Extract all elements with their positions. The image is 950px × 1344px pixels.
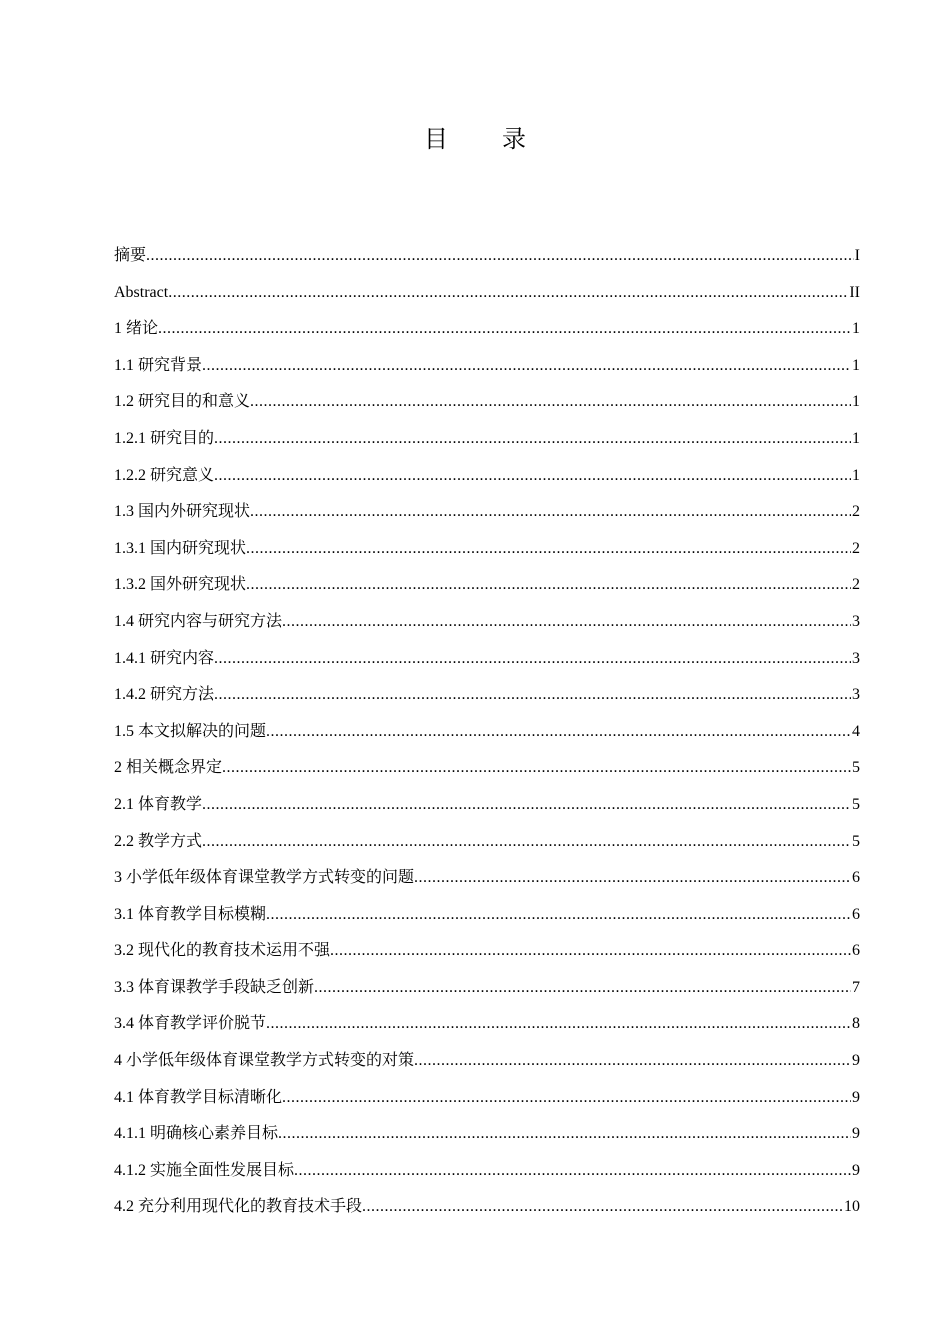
- toc-entry-label: 1.4 研究内容与研究方法: [114, 612, 283, 630]
- toc-entry-page-number: 6: [852, 905, 860, 923]
- toc-dot-leader: [214, 641, 851, 678]
- toc-entry-label: Abstract: [114, 283, 169, 301]
- toc-entry-page-number: 7: [852, 978, 860, 996]
- toc-entry-page-number: 1: [852, 393, 860, 411]
- toc-entry-label: 1.2.2 研究意义: [114, 466, 215, 484]
- toc-entry-label: 1.1 研究背景: [114, 356, 203, 374]
- toc-entry-label: 2.1 体育教学: [114, 795, 203, 813]
- toc-dot-leader: [414, 1043, 851, 1080]
- toc-entry-page-number: 2: [852, 503, 860, 521]
- toc-entry-page-number: II: [849, 283, 860, 301]
- toc-entry[interactable]: [114, 1043, 860, 1080]
- toc-entry-page-number: 5: [852, 795, 860, 813]
- toc-entry-page-number: 2: [852, 576, 860, 594]
- table-of-contents: [114, 238, 860, 1226]
- toc-entry[interactable]: [114, 348, 860, 385]
- toc-dot-leader: [214, 458, 851, 495]
- toc-entry-label: 3.2 现代化的教育技术运用不强: [114, 942, 331, 960]
- toc-dot-leader: [202, 787, 851, 824]
- toc-entry-label: 4 小学低年级体育课堂教学方式转变的对策: [114, 1052, 415, 1070]
- toc-entry-label: 4.1.2 实施全面性发展目标: [114, 1161, 295, 1179]
- toc-entry-label: 3.4 体育教学评价脱节: [114, 1015, 267, 1033]
- toc-entry-label: 4.1 体育教学目标清晰化: [114, 1088, 283, 1106]
- toc-entry[interactable]: [114, 677, 860, 714]
- toc-dot-leader: [202, 348, 851, 385]
- toc-dot-leader: [158, 311, 851, 348]
- toc-entry[interactable]: [114, 238, 860, 275]
- toc-entry-page-number: 1: [852, 429, 860, 447]
- toc-dot-leader: [282, 1080, 851, 1117]
- toc-dot-leader: [314, 970, 851, 1007]
- toc-entry-label: 1.4.1 研究内容: [114, 649, 215, 667]
- toc-dot-leader: [330, 933, 851, 970]
- toc-entry-label: 1.2 研究目的和意义: [114, 393, 251, 411]
- toc-entry[interactable]: [114, 531, 860, 568]
- toc-entry[interactable]: [114, 824, 860, 861]
- toc-dot-leader: [278, 1116, 851, 1153]
- toc-entry[interactable]: [114, 1116, 860, 1153]
- toc-entry-page-number: 5: [852, 832, 860, 850]
- page-title: 目 录: [424, 127, 550, 153]
- toc-entry[interactable]: [114, 897, 860, 934]
- toc-entry-page-number: 2: [852, 539, 860, 557]
- toc-entry-page-number: 3: [852, 686, 860, 704]
- toc-entry-label: 摘要: [114, 247, 147, 264]
- toc-dot-leader: [294, 1153, 851, 1190]
- toc-entry-page-number: 3: [852, 612, 860, 630]
- toc-entry-label: 4.1.1 明确核心素养目标: [114, 1125, 279, 1143]
- toc-entry-label: 1 绪论: [114, 320, 159, 338]
- toc-entry-label: 1.5 本文拟解决的问题: [114, 722, 267, 740]
- toc-entry[interactable]: [114, 860, 860, 897]
- toc-entry-page-number: 1: [852, 356, 860, 374]
- toc-dot-leader: [266, 714, 851, 751]
- toc-entry-label: 1.4.2 研究方法: [114, 686, 215, 704]
- toc-entry-page-number: 8: [852, 1015, 860, 1033]
- toc-entry[interactable]: [114, 1080, 860, 1117]
- toc-entry-page-number: 5: [852, 759, 860, 777]
- toc-dot-leader: [266, 1006, 851, 1043]
- toc-entry-label: 1.3 国内外研究现状: [114, 503, 251, 521]
- toc-entry-page-number: 9: [852, 1088, 860, 1106]
- toc-entry[interactable]: [114, 421, 860, 458]
- toc-entry-page-number: 9: [852, 1052, 860, 1070]
- toc-entry-page-number: 3: [852, 649, 860, 667]
- toc-dot-leader: [282, 604, 851, 641]
- toc-dot-leader: [146, 238, 854, 275]
- toc-entry-page-number: 4: [852, 722, 860, 740]
- toc-entry-page-number: I: [854, 247, 860, 264]
- toc-dot-leader: [362, 1189, 843, 1226]
- toc-dot-leader: [250, 384, 851, 421]
- toc-entry[interactable]: [114, 275, 860, 312]
- toc-entry-label: 4.2 充分利用现代化的教育技术手段: [114, 1198, 363, 1216]
- toc-entry-page-number: 9: [852, 1161, 860, 1179]
- toc-entry[interactable]: [114, 1189, 860, 1226]
- toc-dot-leader: [214, 421, 851, 458]
- toc-entry-label: 3.1 体育教学目标模糊: [114, 905, 267, 923]
- toc-dot-leader: [246, 567, 851, 604]
- toc-dot-leader: [202, 824, 851, 861]
- toc-entry[interactable]: [114, 750, 860, 787]
- toc-entry[interactable]: [114, 1006, 860, 1043]
- toc-dot-leader: [168, 275, 848, 312]
- toc-entry-label: 1.2.1 研究目的: [114, 429, 215, 447]
- toc-entry[interactable]: [114, 311, 860, 348]
- toc-entry-page-number: 1: [852, 320, 860, 338]
- toc-entry-page-number: 1: [852, 466, 860, 484]
- toc-entry-page-number: 10: [844, 1198, 860, 1216]
- toc-entry-page-number: 6: [852, 942, 860, 960]
- toc-entry-page-number: 6: [852, 869, 860, 887]
- toc-dot-leader: [250, 494, 851, 531]
- toc-entry-label: 2 相关概念界定: [114, 759, 223, 777]
- toc-dot-leader: [266, 897, 851, 934]
- toc-entry[interactable]: [114, 1153, 860, 1190]
- toc-entry-label: 3.3 体育课教学手段缺乏创新: [114, 978, 315, 996]
- toc-entry-label: 3 小学低年级体育课堂教学方式转变的问题: [114, 869, 415, 887]
- toc-entry[interactable]: [114, 933, 860, 970]
- toc-entry-label: 1.3.2 国外研究现状: [114, 576, 247, 594]
- toc-entry-label: 1.3.1 国内研究现状: [114, 539, 247, 557]
- toc-entry[interactable]: [114, 641, 860, 678]
- toc-entry[interactable]: [114, 494, 860, 531]
- toc-entry[interactable]: [114, 567, 860, 604]
- toc-dot-leader: [246, 531, 851, 568]
- toc-dot-leader: [222, 750, 851, 787]
- toc-entry[interactable]: [114, 604, 860, 641]
- toc-entry-label: 2.2 教学方式: [114, 832, 203, 850]
- toc-entry-page-number: 9: [852, 1125, 860, 1143]
- toc-entry[interactable]: [114, 458, 860, 495]
- toc-entry[interactable]: [114, 714, 860, 751]
- toc-dot-leader: [414, 860, 851, 897]
- toc-dot-leader: [214, 677, 851, 714]
- toc-entry[interactable]: [114, 787, 860, 824]
- toc-entry[interactable]: [114, 970, 860, 1007]
- toc-entry[interactable]: [114, 384, 860, 421]
